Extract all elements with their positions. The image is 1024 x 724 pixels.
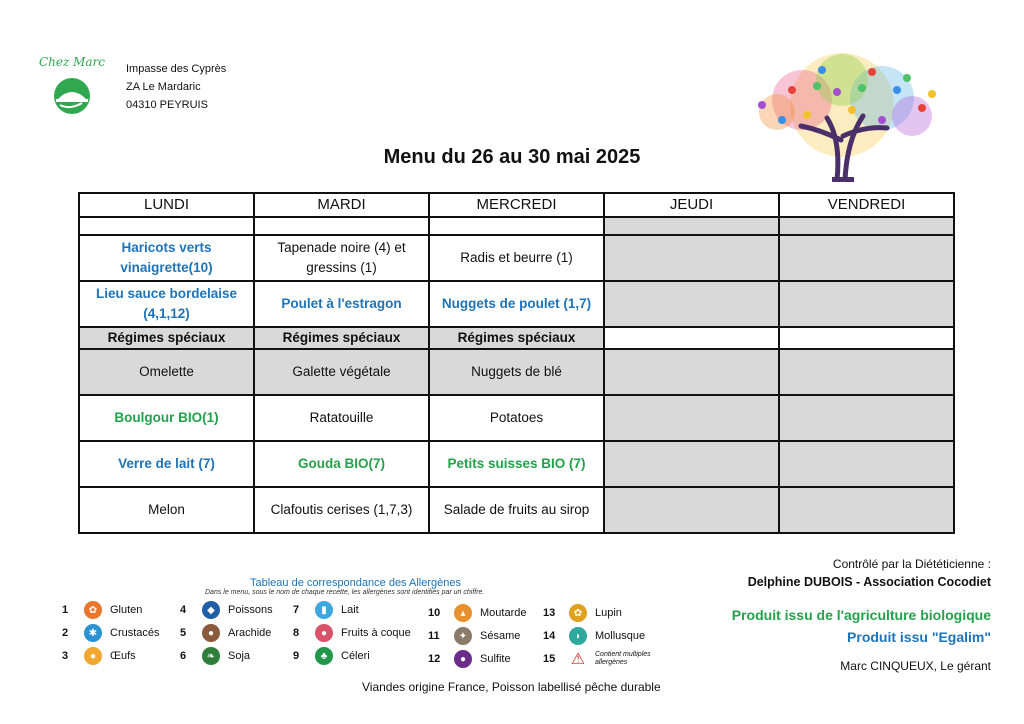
crustacean-icon: ✱	[84, 624, 102, 642]
allergen-label: Sulfite	[480, 653, 511, 665]
soy-icon: ❧	[202, 647, 220, 665]
regime-label: Régimes spéciaux	[79, 327, 254, 349]
controle-label: Contrôlé par la Diététicienne :	[832, 557, 991, 571]
cloche-icon	[34, 55, 110, 117]
allergen-number: 13	[543, 607, 556, 619]
fish-icon: ◆	[202, 601, 220, 619]
allergen-label: Arachide	[228, 627, 272, 639]
menu-cell: Gouda BIO(7)	[254, 441, 429, 487]
menu-cell	[604, 349, 779, 395]
allergen-label: Sésame	[480, 630, 521, 642]
egalim-legend: Produit issu "Egalim"	[847, 629, 991, 645]
allergen-number: 4	[180, 604, 187, 616]
allergen-number: 15	[543, 653, 556, 665]
blank-cell	[79, 217, 254, 235]
regime-label	[604, 327, 779, 349]
menu-cell: Radis et beurre (1)	[429, 235, 604, 281]
allergen-label: Céleri	[341, 650, 370, 662]
celery-icon: ♣	[315, 647, 333, 665]
logo-text: Chez Marc	[38, 55, 106, 69]
menu-cell: Ratatouille	[254, 395, 429, 441]
sesame-icon: ✦	[454, 627, 472, 645]
menu-cell	[779, 441, 954, 487]
allergen-label: Gluten	[110, 604, 143, 616]
lupin-icon: ✿	[569, 604, 587, 622]
allergen-item	[428, 603, 526, 623]
allergen-item	[543, 603, 622, 623]
warning-icon: ⚠	[570, 651, 586, 668]
nuts-icon: ●	[315, 624, 333, 642]
allergen-item	[62, 600, 142, 620]
allergen-number: 8	[293, 627, 300, 639]
gluten-icon: ✿	[84, 601, 102, 619]
allergen-item	[543, 649, 655, 669]
table-row-plat	[79, 281, 954, 327]
menu-table	[78, 192, 955, 534]
regime-label	[779, 327, 954, 349]
allergen-label: Lait	[341, 604, 359, 616]
page-title: Menu du 26 au 30 mai 2025	[383, 146, 641, 168]
allergen-item	[180, 623, 271, 643]
allergen-number: 14	[543, 630, 556, 642]
menu-cell: Poulet à l'estragon	[254, 281, 429, 327]
peanut-icon: ●	[202, 624, 220, 642]
allergen-item	[428, 649, 511, 669]
menu-cell	[779, 235, 954, 281]
menu-cell: Petits suisses BIO (7)	[429, 441, 604, 487]
blank-cell	[254, 217, 429, 235]
allergen-item	[180, 600, 273, 620]
allergen-item	[293, 623, 411, 643]
allergen-label: Moutarde	[480, 607, 527, 619]
menu-cell: Nuggets de blé	[429, 349, 604, 395]
dietician-name: Delphine DUBOIS - Association Cocodiet	[747, 575, 991, 589]
menu-cell	[604, 235, 779, 281]
mollusc-icon: ◗	[569, 627, 587, 645]
day-header-lundi: LUNDI	[79, 193, 254, 217]
day-header-vendredi: VENDREDI	[779, 193, 954, 217]
address	[126, 60, 226, 114]
regime-label: Régimes spéciaux	[429, 327, 604, 349]
mustard-icon: ▴	[454, 604, 472, 622]
allergen-number: 7	[293, 604, 300, 616]
table-row-dessert	[79, 487, 954, 533]
table-row-garniture	[79, 395, 954, 441]
allergen-number: 6	[180, 650, 187, 662]
menu-cell: Omelette	[79, 349, 254, 395]
manager-signature: Marc CINQUEUX, Le gérant	[840, 659, 991, 673]
menu-cell: Melon	[79, 487, 254, 533]
allergen-label: Mollusque	[595, 630, 646, 642]
day-header-jeudi: JEUDI	[604, 193, 779, 217]
allergen-number: 2	[62, 627, 69, 639]
blank-cell	[429, 217, 604, 235]
table-row-special	[79, 349, 954, 395]
sulfite-icon: ●	[454, 650, 472, 668]
menu-cell	[779, 281, 954, 327]
allergen-item	[543, 626, 645, 646]
allergen-label: Œufs	[110, 650, 136, 662]
allergen-label: Poissons	[228, 604, 273, 616]
allergen-label: Crustacés	[110, 627, 160, 639]
days-header-row	[79, 193, 954, 217]
origin-note: Viandes origine France, Poisson labellisé pêche durable	[362, 680, 661, 694]
table-row-entree	[79, 235, 954, 281]
menu-cell	[604, 441, 779, 487]
egg-icon: ●	[84, 647, 102, 665]
menu-cell	[604, 281, 779, 327]
menu-cell	[604, 395, 779, 441]
day-header-mercredi: MERCREDI	[429, 193, 604, 217]
address-line-1: Impasse des Cyprès	[126, 63, 227, 75]
allergen-label: Lupin	[595, 607, 622, 619]
allergen-label: Fruits à coque	[341, 627, 411, 639]
allergen-table-subtitle: Dans le menu, sous le nom de chaque recette, les allergènes sont identifiés par un chiffre.	[205, 589, 485, 596]
allergen-number: 5	[180, 627, 187, 639]
address-line-3: 04310 PEYRUIS	[126, 99, 208, 111]
allergen-item	[293, 646, 370, 666]
table-row-regimes	[79, 327, 954, 349]
allergen-item	[62, 646, 136, 666]
menu-cell: Potatoes	[429, 395, 604, 441]
allergen-item	[62, 623, 160, 643]
table-row	[79, 217, 954, 235]
allergen-number: 12	[428, 653, 441, 665]
allergen-number: 9	[293, 650, 300, 662]
day-header-mardi: MARDI	[254, 193, 429, 217]
menu-cell: Verre de lait (7)	[79, 441, 254, 487]
blank-cell	[779, 217, 954, 235]
menu-cell: Galette végétale	[254, 349, 429, 395]
allergen-item	[293, 600, 359, 620]
regime-label: Régimes spéciaux	[254, 327, 429, 349]
menu-cell	[779, 395, 954, 441]
allergen-number: 3	[62, 650, 69, 662]
blank-cell	[604, 217, 779, 235]
bio-legend: Produit issu de l'agriculture biologique	[731, 607, 991, 623]
menu-cell	[604, 487, 779, 533]
table-row-laitage	[79, 441, 954, 487]
allergen-item	[180, 646, 250, 666]
menu-cell: Boulgour BIO(1)	[79, 395, 254, 441]
menu-cell: Clafoutis cerises (1,7,3)	[254, 487, 429, 533]
allergen-number: 1	[62, 604, 69, 616]
menu-cell	[779, 487, 954, 533]
menu-cell: Tapenade noire (4) et gressins (1)	[254, 235, 429, 281]
menu-cell: Lieu sauce bordelaise (4,1,12)	[79, 281, 254, 327]
menu-cell: Salade de fruits au sirop	[429, 487, 604, 533]
menu-cell: Nuggets de poulet (1,7)	[429, 281, 604, 327]
allergen-number: 11	[428, 630, 440, 642]
milk-icon: ▮	[315, 601, 333, 619]
allergen-item	[428, 626, 520, 646]
allergen-label: Soja	[228, 650, 251, 662]
logo	[34, 55, 110, 117]
allergen-label: Contient multiples allergènes	[595, 651, 651, 666]
address-line-2: ZA Le Mardaric	[126, 81, 201, 93]
menu-cell	[779, 349, 954, 395]
allergen-table-title: Tableau de correspondance des Allergènes	[250, 577, 461, 589]
allergen-number: 10	[428, 607, 441, 619]
menu-cell: Haricots verts vinaigrette(10)	[79, 235, 254, 281]
